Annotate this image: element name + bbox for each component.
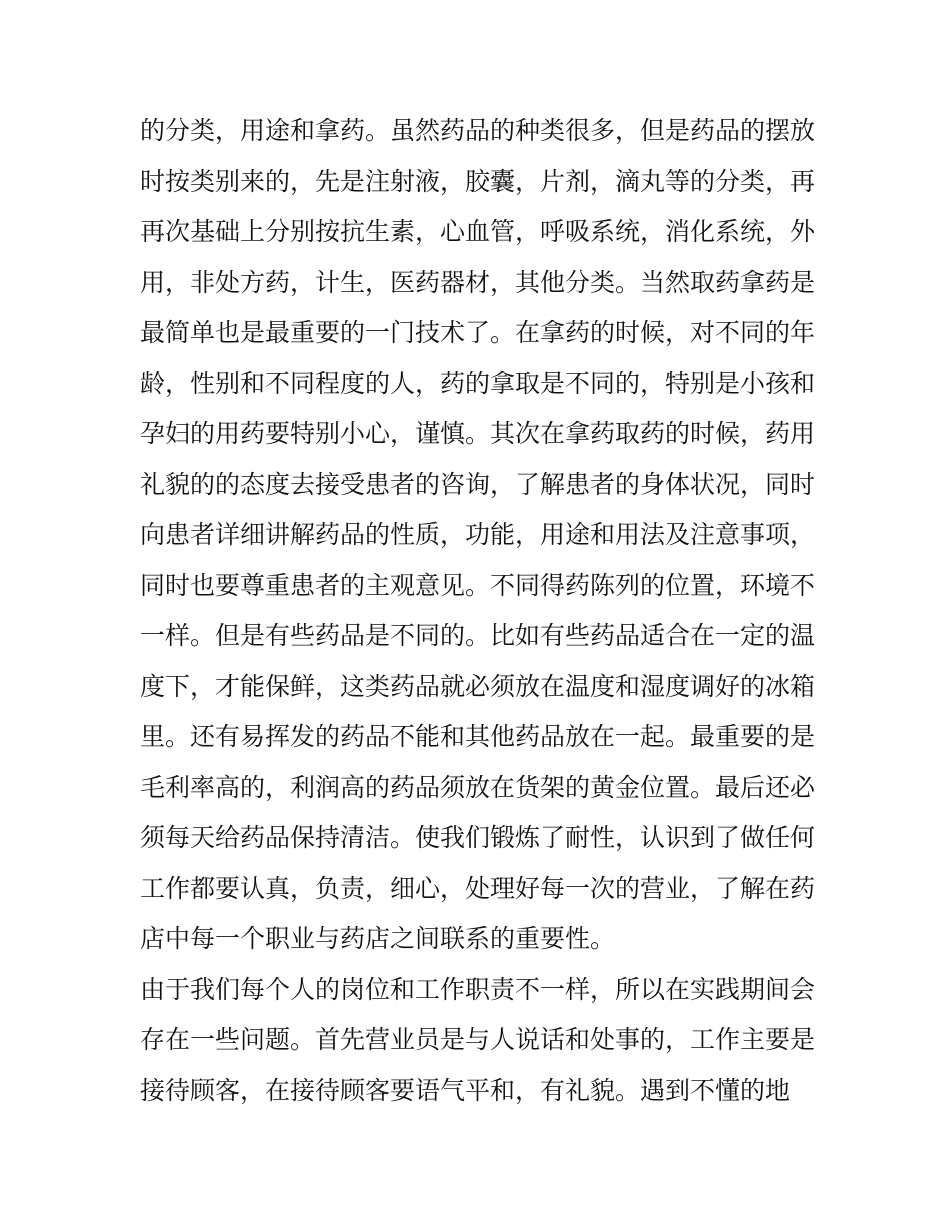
text-line: 时按类别来的，先是注射液，胶囊，片剂，滴丸等的分类，再 [140, 166, 816, 196]
body-text [140, 106, 820, 1116]
text-line: 毛利率高的，利润高的药品须放在货架的黄金位置。最后还必 [140, 772, 816, 802]
text-line: 店中每一个职业与药店之间联系的重要性。 [140, 924, 616, 953]
text-line: 孕妇的用药要特别小心，谨慎。其次在拿药取药的时候，药用 [140, 419, 816, 448]
text-line: 礼貌的的态度去接受患者的咨询，了解患者的身体状况，同时 [140, 469, 816, 499]
text-line: 由于我们每个人的岗位和工作职责不一样，所以在实践期间会 [140, 974, 816, 1004]
text-line: 须每天给药品保持清洁。使我们锻炼了耐性，认识到了做任何 [140, 823, 816, 852]
text-line: 工作都要认真，负责，细心，处理好每一次的营业，了解在药 [140, 873, 816, 903]
text-line: 再次基础上分别按抗生素，心血管，呼吸系统，消化系统，外 [140, 217, 816, 246]
text-line: 存在一些问题。首先营业员是与人说话和处事的，工作主要是 [140, 1025, 816, 1054]
text-line: 最简单也是最重要的一门技术了。在拿药的时候，对不同的年 [140, 318, 816, 347]
text-line: 向患者详细讲解药品的性质，功能，用途和用法及注意事项， [140, 520, 816, 549]
text-line: 同时也要尊重患者的主观意见。不同得药陈列的位置，环境不 [140, 570, 816, 600]
text-line: 里。还有易挥发的药品不能和其他药品放在一起。最重要的是 [140, 722, 816, 751]
text-line: 龄，性别和不同程度的人，药的拿取是不同的，特别是小孩和 [140, 368, 816, 398]
text-line: 的分类，用途和拿药。虽然药品的种类很多，但是药品的摆放 [140, 116, 816, 145]
text-line: 接待顾客，在接待顾客要语气平和，有礼貌。遇到不懂的地 [140, 1075, 791, 1105]
text-line: 度下，才能保鲜，这类药品就必须放在温度和湿度调好的冰箱 [140, 671, 816, 701]
text-line: 用，非处方药，计生，医药器材，其他分类。当然取药拿药是 [140, 267, 816, 297]
text-line: 一样。但是有些药品是不同的。比如有些药品适合在一定的温 [140, 621, 816, 650]
